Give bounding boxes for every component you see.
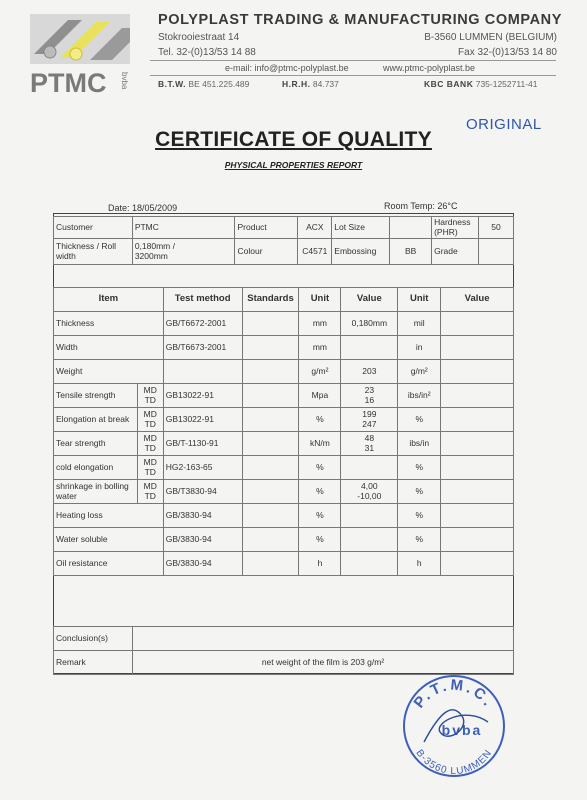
value-v2: 247	[362, 418, 377, 429]
customer-value: PTMC	[132, 217, 235, 239]
row-value-alt	[441, 480, 514, 504]
logo-text: PTMC	[30, 68, 107, 98]
row-value	[341, 408, 398, 432]
table-row	[54, 408, 514, 432]
value-v1: 23	[364, 385, 375, 396]
thickness-value: 0,180mm / 3200mm	[132, 239, 235, 265]
company-website: www.ptmc-polyplast.be	[383, 63, 476, 73]
value-v2: 16	[364, 394, 375, 405]
row-value	[341, 384, 398, 408]
table-row	[54, 552, 514, 576]
vat-number: B.T.W. BE 451.225.489	[158, 79, 250, 89]
row-test-method: GB13022-91	[163, 384, 242, 408]
grade-value	[479, 239, 514, 265]
direction-td: TD	[144, 418, 156, 429]
customer-label: Customer	[54, 217, 133, 239]
row-test-method: GB/T6672-2001	[163, 312, 242, 336]
logo-subtext: bvba	[120, 72, 129, 90]
row-test-method: GB/3830-94	[163, 552, 242, 576]
row-test-method: HG2-163-65	[163, 456, 242, 480]
row-unit: %	[299, 480, 341, 504]
row-value	[341, 480, 398, 504]
header-divider	[150, 60, 556, 61]
value-v1: 199	[362, 409, 377, 420]
row-unit-alt: ibs/in	[398, 432, 441, 456]
row-value	[341, 528, 398, 552]
row-unit-alt: ibs/in²	[398, 384, 441, 408]
company-fax: Fax 32-(0)13/53 14 80	[458, 47, 557, 58]
row-standards	[242, 528, 299, 552]
row-unit-alt: h	[398, 552, 441, 576]
value-v2: 31	[364, 442, 375, 453]
row-value-alt	[441, 336, 514, 360]
direction-td: TD	[144, 490, 156, 501]
direction-td: TD	[144, 394, 156, 405]
company-city: B-3560 LUMMEN (BELGIUM)	[424, 32, 557, 43]
row-value	[341, 360, 398, 384]
colour-value: C4571	[298, 239, 332, 265]
row-value-alt	[441, 360, 514, 384]
row-item: Tensile strength	[54, 384, 138, 408]
date-field: Date: 18/05/2009	[108, 203, 178, 213]
table-row	[54, 312, 514, 336]
column-header-unit: Unit	[299, 288, 341, 312]
column-header-test-method: Test method	[163, 288, 242, 312]
direction-td: TD	[144, 442, 156, 453]
remark-label: Remark	[54, 651, 133, 675]
row-unit: %	[299, 456, 341, 480]
row-item: cold elongation	[54, 456, 138, 480]
row-standards	[242, 384, 299, 408]
value-v1: 203	[362, 365, 377, 376]
table-row	[54, 360, 514, 384]
row-value	[341, 552, 398, 576]
table-row	[54, 384, 514, 408]
stamp-middle-text: bvba	[441, 722, 483, 738]
table-row	[54, 480, 514, 504]
value-v1: 0,180mm	[351, 317, 388, 328]
row-item: Weight	[54, 360, 164, 384]
hardness-label: Hardness (PHR)	[432, 217, 479, 239]
row-unit: Mpa	[299, 384, 341, 408]
row-unit-alt: %	[398, 456, 441, 480]
company-logo	[30, 14, 130, 98]
document-subtitle: PHYSICAL PROPERTIES REPORT	[224, 160, 363, 170]
row-unit: mm	[299, 336, 341, 360]
product-label: Product	[235, 217, 298, 239]
room-temp-field: Room Temp: 26°C	[384, 201, 458, 211]
row-test-method: GB/T3830-94	[163, 480, 242, 504]
row-unit-alt: mil	[398, 312, 441, 336]
stamp-bottom-text: B-3560 LUMMEN	[413, 747, 495, 778]
product-value: ACX	[298, 217, 332, 239]
row-value-alt	[441, 408, 514, 432]
lot-size-value	[390, 217, 432, 239]
row-unit-alt: g/m²	[398, 360, 441, 384]
table-row	[54, 528, 514, 552]
row-test-method: GB13022-91	[163, 408, 242, 432]
row-standards	[242, 360, 299, 384]
row-value-alt	[441, 384, 514, 408]
thickness-label: Thickness / Roll width	[54, 239, 133, 265]
properties-table	[53, 287, 514, 576]
row-test-method	[163, 360, 242, 384]
column-header-item: Item	[54, 288, 164, 312]
table-row	[54, 504, 514, 528]
row-unit: h	[299, 552, 341, 576]
company-street: Stokrooiestraat 14	[158, 32, 240, 43]
row-item: Oil resistance	[54, 552, 164, 576]
row-unit-alt: %	[398, 480, 441, 504]
table-row	[54, 432, 514, 456]
row-value	[341, 456, 398, 480]
row-value-alt	[441, 432, 514, 456]
row-item: Width	[54, 336, 164, 360]
column-header-unit-alt: Unit	[398, 288, 441, 312]
row-value	[341, 312, 398, 336]
direction-md: MD	[143, 409, 157, 420]
row-value-alt	[441, 312, 514, 336]
row-unit-alt: %	[398, 504, 441, 528]
row-standards	[242, 432, 299, 456]
row-direction	[137, 456, 163, 480]
embossing-value: BB	[390, 239, 432, 265]
document-title: CERTIFICATE OF QUALITY	[155, 128, 432, 151]
row-value-alt	[441, 552, 514, 576]
company-email: e-mail: info@ptmc-polyplast.be	[225, 63, 349, 73]
row-direction	[137, 480, 163, 504]
embossing-label: Embossing	[332, 239, 390, 265]
direction-md: MD	[143, 433, 157, 444]
svg-text:P.T.M.C.	[411, 676, 498, 711]
column-header-value-alt: Value	[441, 288, 514, 312]
grade-label: Grade	[432, 239, 479, 265]
row-direction	[137, 384, 163, 408]
row-standards	[242, 312, 299, 336]
row-test-method: GB/T6673-2001	[163, 336, 242, 360]
row-item: Water soluble	[54, 528, 164, 552]
row-test-method: GB/T-1130-91	[163, 432, 242, 456]
value-v1: 4,00	[361, 481, 378, 492]
remark-value: net weight of the film is 203 g/m²	[133, 651, 514, 675]
row-standards	[242, 456, 299, 480]
direction-md: MD	[143, 385, 157, 396]
row-standards	[242, 480, 299, 504]
row-standards	[242, 552, 299, 576]
row-value	[341, 336, 398, 360]
company-tel: Tel. 32-(0)13/53 14 88	[158, 47, 256, 58]
row-unit: %	[299, 504, 341, 528]
company-stamp	[400, 672, 508, 780]
bank-account: KBC BANK 735-1252711-41	[424, 79, 538, 89]
row-unit: kN/m	[299, 432, 341, 456]
row-value-alt	[441, 528, 514, 552]
row-unit-alt: %	[398, 528, 441, 552]
svg-text:B-3560 LUMMEN	[413, 748, 494, 777]
row-test-method: GB/3830-94	[163, 504, 242, 528]
row-unit: %	[299, 408, 341, 432]
row-direction	[137, 408, 163, 432]
row-unit-alt: %	[398, 408, 441, 432]
row-value-alt	[441, 456, 514, 480]
row-test-method: GB/3830-94	[163, 528, 242, 552]
value-v2: -10,00	[357, 490, 382, 501]
direction-md: MD	[143, 481, 157, 492]
row-value-alt	[441, 504, 514, 528]
column-header-value: Value	[341, 288, 398, 312]
hardness-value: 50	[479, 217, 514, 239]
conclusion-value	[133, 627, 514, 651]
direction-md: MD	[143, 457, 157, 468]
column-header-standards: Standards	[242, 288, 299, 312]
header-divider	[150, 75, 556, 76]
row-item: Heating loss	[54, 504, 164, 528]
row-unit: g/m²	[299, 360, 341, 384]
row-item: Tear strength	[54, 432, 138, 456]
row-unit-alt: in	[398, 336, 441, 360]
colour-label: Colour	[235, 239, 298, 265]
row-item: Thickness	[54, 312, 164, 336]
row-standards	[242, 504, 299, 528]
info-table	[53, 216, 514, 265]
lot-size-label: Lot Size	[332, 217, 390, 239]
row-unit: mm	[299, 312, 341, 336]
table-row	[54, 456, 514, 480]
table-row	[54, 336, 514, 360]
row-item: shrinkage in bolling water	[54, 480, 138, 504]
row-unit: %	[299, 528, 341, 552]
row-value	[341, 504, 398, 528]
stamp-top-text: P.T.M.C.	[410, 676, 498, 712]
direction-td: TD	[144, 466, 156, 477]
original-mark: ORIGINAL	[466, 116, 542, 133]
value-v1: 48	[364, 433, 375, 444]
row-standards	[242, 408, 299, 432]
company-name: POLYPLAST TRADING & MANUFACTURING COMPANY	[158, 12, 563, 28]
conclusion-table	[53, 626, 514, 675]
registration-number: H.R.H. 84.737	[282, 79, 339, 89]
row-standards	[242, 336, 299, 360]
row-direction	[137, 432, 163, 456]
row-item: Elongation at break	[54, 408, 138, 432]
conclusion-label: Conclusion(s)	[54, 627, 133, 651]
row-value	[341, 432, 398, 456]
